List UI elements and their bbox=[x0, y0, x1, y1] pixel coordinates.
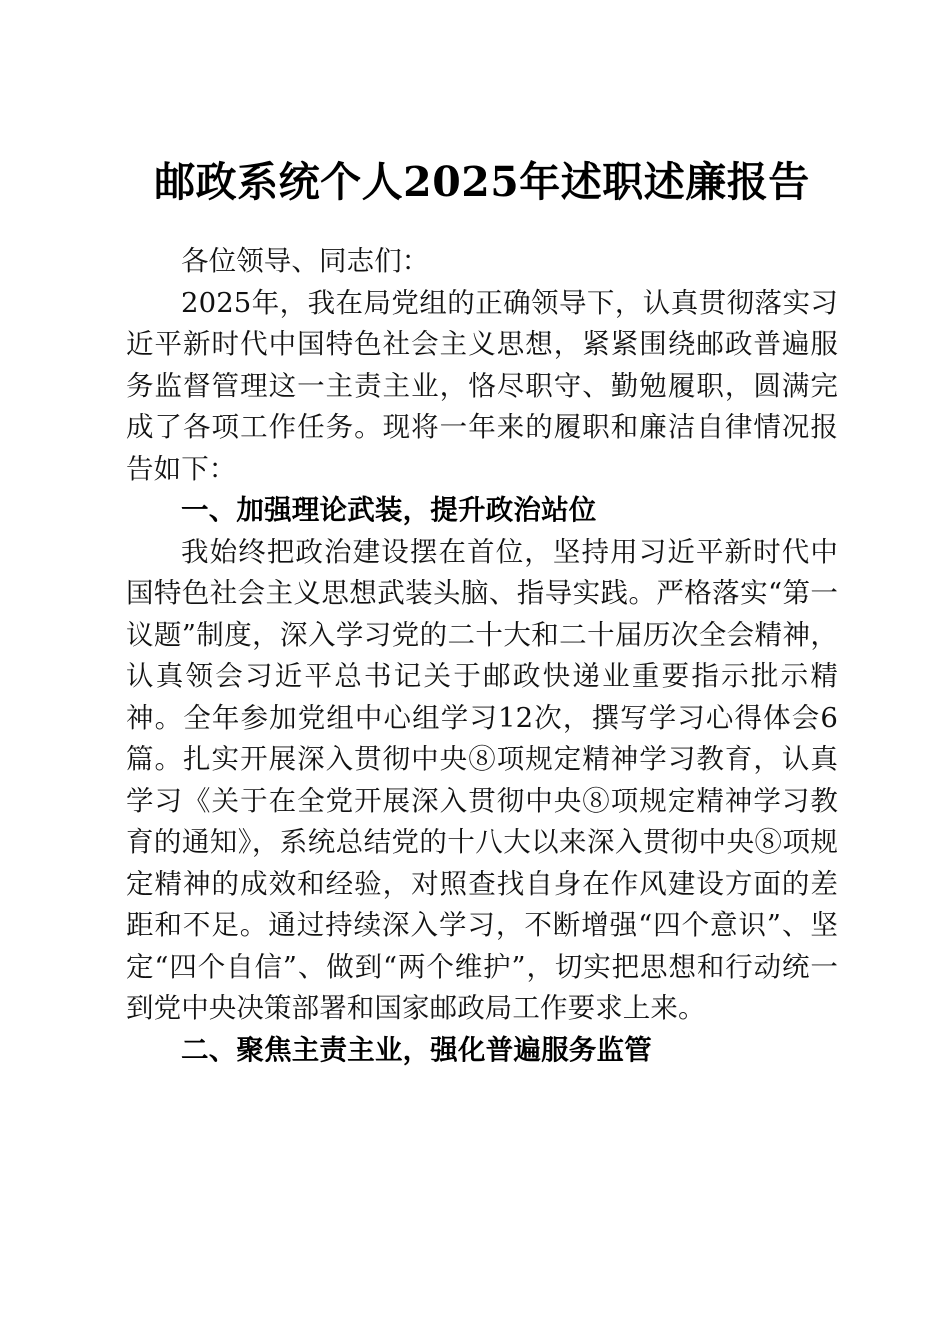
intro-paragraph: 2025年，我在局党组的正确领导下，认真贯彻落实习近平新时代中国特色社会主义思想，紧紧围绕邮政普遍服务监督管理这一主责主业，恪尽职守、勤勉履职，圆满完成了各项工作任务。现将一年来的履职和廉洁自律情况报告如下： bbox=[126, 286, 838, 485]
salutation-paragraph: 各位领导、同志们： bbox=[181, 245, 430, 277]
page-title: 邮政系统个人2025年述职述廉报告 bbox=[154, 158, 810, 206]
title-body-spacer bbox=[126, 203, 838, 241]
section-heading-1: 一、加强理论武装，提升政治站位 bbox=[181, 494, 597, 526]
section-body-1: 我始终把政治建设摆在首位，坚持用习近平新时代中国特色社会主义思想武装头脑、指导实践。严格落实“第一议题”制度，深入学习党的二十大和二十届历次全会精神，认真领会习近平总书记关于邮政快递业重要指示批示精神。全年参加党组中心组学习12次，撰写学习心得体会6篇。扎实开展深入贯彻中央⑧项规定精神学习教育，认真学习《关于在全党开展深入贯彻中央⑧项规定精神学习教育的通知》，系统总结党的十八大以来深入贯彻中央⑧项规定精神的成效和经验，对照查找自身在作风建设方面的差距和不足。通过持续深入学习，不断增强“四个意识”、坚定“四个自信”、做到“两个维护”，切实把思想和行动统一到党中央决策部署和国家邮政局工作要求上来。 bbox=[126, 535, 839, 1024]
document-content bbox=[126, 0, 838, 1071]
section-heading-2: 二、聚焦主责主业，强化普遍服务监管 bbox=[181, 1033, 652, 1066]
